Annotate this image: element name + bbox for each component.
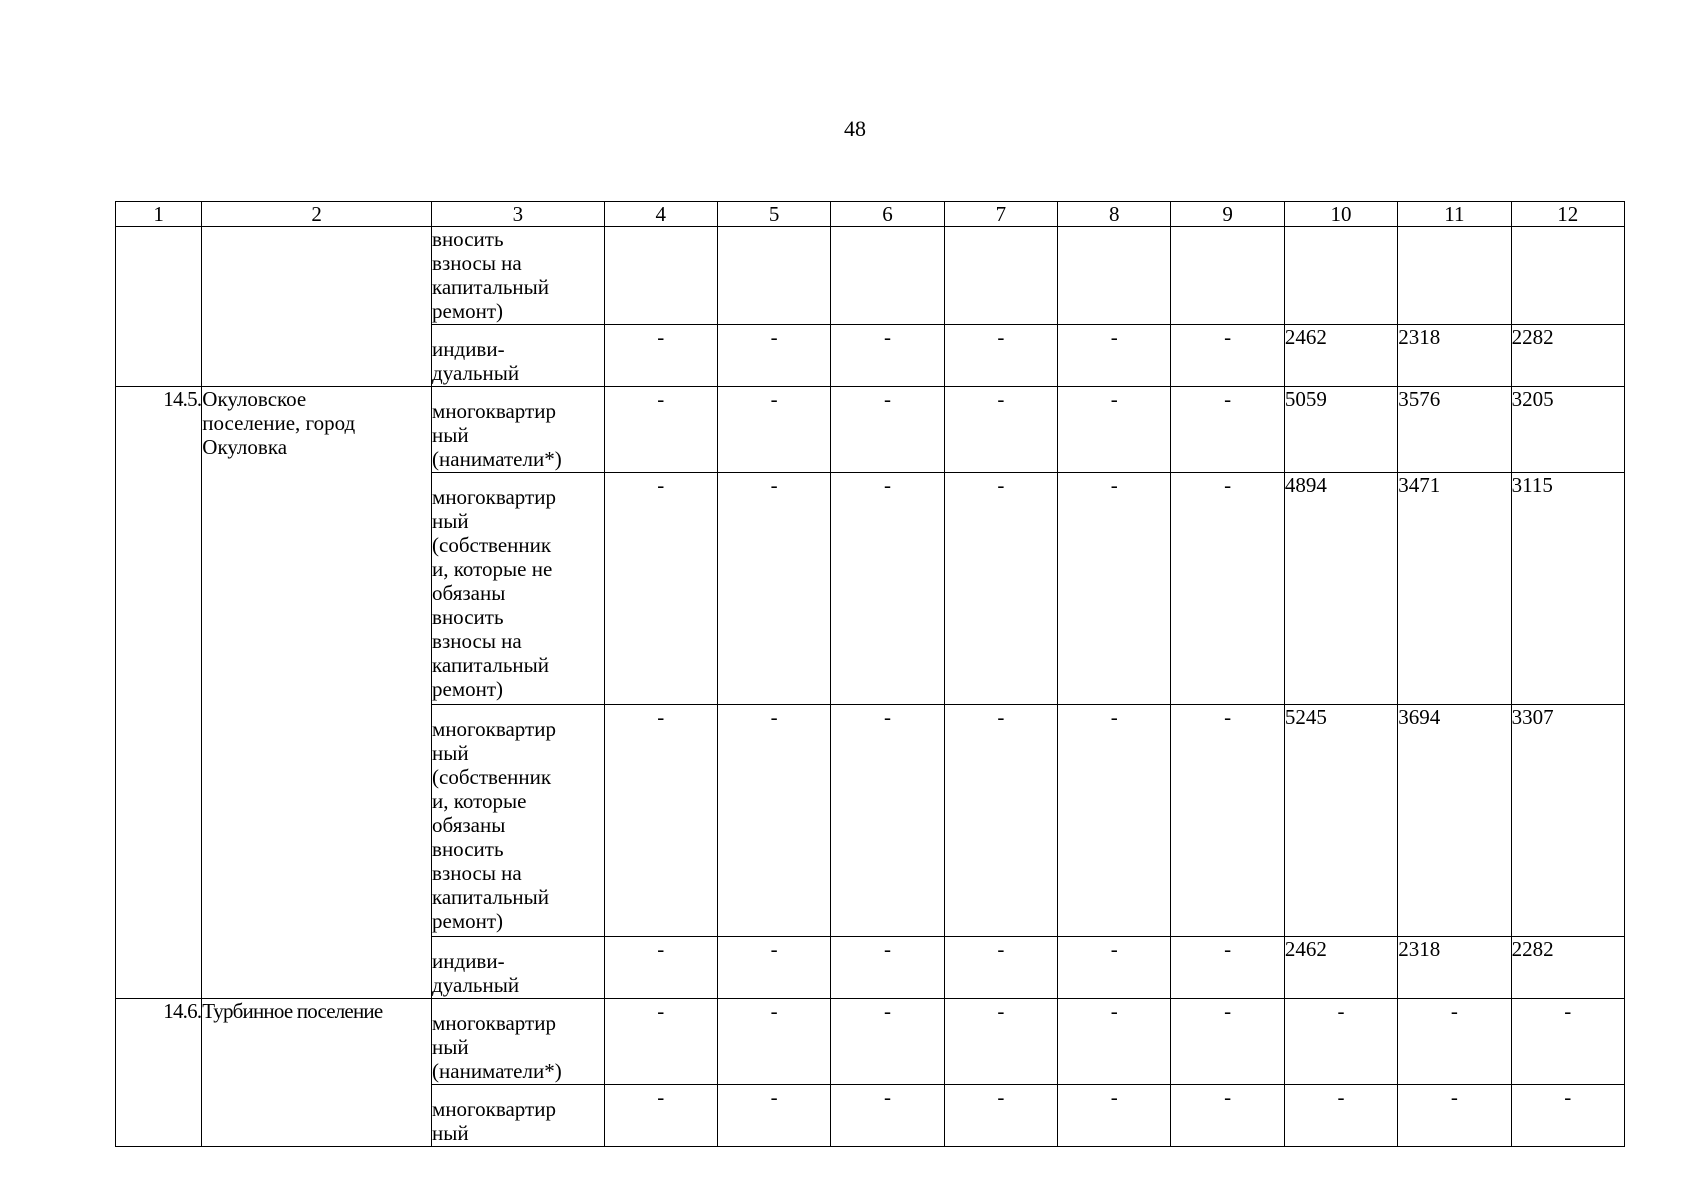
value-cell: -: [944, 705, 1057, 937]
value-cell: -: [1058, 325, 1171, 387]
value-cell: 3576: [1398, 387, 1511, 473]
value-cell: 2282: [1511, 937, 1624, 999]
value-cell: [1398, 227, 1511, 325]
value-cell: -: [1171, 999, 1284, 1085]
value-cell: -: [717, 325, 830, 387]
value-cell: -: [604, 387, 717, 473]
settlement-name: Турбинное поселение: [202, 999, 432, 1147]
value-cell: -: [1398, 1085, 1511, 1147]
value-cell: -: [944, 1085, 1057, 1147]
value-cell: -: [1058, 473, 1171, 705]
housing-type: индиви- дуальный: [432, 325, 605, 387]
value-cell: [604, 227, 717, 325]
value-cell: -: [944, 937, 1057, 999]
value-cell: -: [717, 1085, 830, 1147]
value-cell: -: [831, 325, 944, 387]
value-cell: 2318: [1398, 937, 1511, 999]
value-cell: [944, 227, 1057, 325]
value-cell: -: [831, 705, 944, 937]
value-cell: 2318: [1398, 325, 1511, 387]
value-cell: -: [1058, 937, 1171, 999]
column-header: 11: [1398, 202, 1511, 227]
value-cell: 3115: [1511, 473, 1624, 705]
value-cell: -: [604, 473, 717, 705]
value-cell: -: [604, 937, 717, 999]
value-cell: 2462: [1284, 937, 1397, 999]
value-cell: -: [1511, 999, 1624, 1085]
value-cell: 5245: [1284, 705, 1397, 937]
value-cell: -: [1171, 705, 1284, 937]
column-header: 7: [944, 202, 1057, 227]
value-cell: -: [717, 937, 830, 999]
housing-type: многоквартир ный (собственник и, которые обязаны вносить взносы на капитальный ремонт): [432, 705, 605, 937]
housing-type: вносить взносы на капитальный ремонт): [432, 227, 605, 325]
column-header: 2: [202, 202, 432, 227]
value-cell: -: [1171, 325, 1284, 387]
column-header: 8: [1058, 202, 1171, 227]
value-cell: [1058, 227, 1171, 325]
value-cell: -: [1284, 999, 1397, 1085]
value-cell: 3694: [1398, 705, 1511, 937]
value-cell: -: [717, 705, 830, 937]
value-cell: 4894: [1284, 473, 1397, 705]
value-cell: -: [717, 999, 830, 1085]
settlement-name: [202, 227, 432, 387]
value-cell: -: [944, 325, 1057, 387]
value-cell: -: [831, 937, 944, 999]
value-cell: -: [1171, 1085, 1284, 1147]
column-header: 1: [116, 202, 202, 227]
value-cell: 2462: [1284, 325, 1397, 387]
table-row: [116, 387, 1625, 473]
value-cell: [1511, 227, 1624, 325]
value-cell: 3307: [1511, 705, 1624, 937]
value-cell: -: [1058, 1085, 1171, 1147]
settlement-name: Окуловское поселение, город Окуловка: [202, 387, 432, 999]
value-cell: -: [1511, 1085, 1624, 1147]
value-cell: -: [717, 387, 830, 473]
value-cell: -: [1171, 387, 1284, 473]
housing-type: индиви- дуальный: [432, 937, 605, 999]
housing-type: многоквартир ный (собственник и, которые не обязаны вносить взносы на капитальный ремонт): [432, 473, 605, 705]
value-cell: -: [944, 387, 1057, 473]
value-cell: [1284, 227, 1397, 325]
value-cell: 3205: [1511, 387, 1624, 473]
tariff-table: [115, 201, 1625, 1147]
column-header: 5: [717, 202, 830, 227]
header-row: [116, 202, 1625, 227]
value-cell: -: [831, 999, 944, 1085]
value-cell: -: [831, 387, 944, 473]
value-cell: -: [604, 1085, 717, 1147]
value-cell: [1171, 227, 1284, 325]
value-cell: -: [1058, 999, 1171, 1085]
value-cell: [717, 227, 830, 325]
housing-type: многоквартир ный (наниматели*): [432, 387, 605, 473]
value-cell: -: [1171, 937, 1284, 999]
item-number: 14.6.: [116, 999, 202, 1147]
value-cell: -: [604, 705, 717, 937]
value-cell: -: [1058, 705, 1171, 937]
value-cell: -: [717, 473, 830, 705]
item-number: [116, 227, 202, 387]
value-cell: 2282: [1511, 325, 1624, 387]
item-number: 14.5.: [116, 387, 202, 999]
value-cell: -: [1284, 1085, 1397, 1147]
column-header: 9: [1171, 202, 1284, 227]
column-header: 3: [432, 202, 605, 227]
value-cell: 3471: [1398, 473, 1511, 705]
table-row: [116, 227, 1625, 325]
page-number: 48: [844, 116, 866, 141]
value-cell: -: [944, 999, 1057, 1085]
column-header: 6: [831, 202, 944, 227]
housing-type: многоквартир ный (наниматели*): [432, 999, 605, 1085]
value-cell: -: [944, 473, 1057, 705]
column-header: 10: [1284, 202, 1397, 227]
value-cell: -: [831, 473, 944, 705]
table-row: [116, 999, 1625, 1085]
value-cell: -: [1398, 999, 1511, 1085]
housing-type: многоквартир ный: [432, 1085, 605, 1147]
column-header: 4: [604, 202, 717, 227]
value-cell: -: [604, 999, 717, 1085]
value-cell: -: [1058, 387, 1171, 473]
value-cell: -: [604, 325, 717, 387]
value-cell: 5059: [1284, 387, 1397, 473]
value-cell: [831, 227, 944, 325]
value-cell: -: [1171, 473, 1284, 705]
column-header: 12: [1511, 202, 1624, 227]
value-cell: -: [831, 1085, 944, 1147]
